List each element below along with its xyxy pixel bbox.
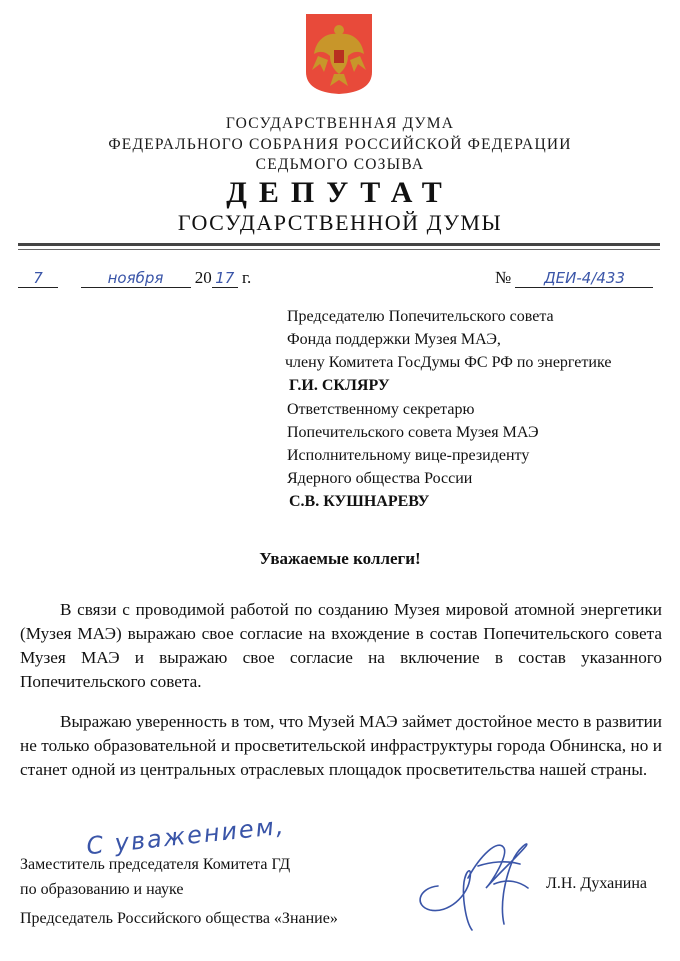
position-line: Заместитель председателя Комитета ГД: [20, 856, 291, 873]
header-rule-thin: [18, 249, 660, 250]
date-year-suffix: 17: [212, 269, 238, 288]
signature-position: [20, 852, 338, 931]
coat-of-arms-emblem: [304, 12, 374, 96]
document-title: ДЕПУТАТ: [226, 176, 454, 209]
greeting: Уважаемые коллеги!: [259, 549, 421, 568]
signer-name: Л.Н. Духанина: [546, 875, 647, 892]
position-line: по образованию и науке: [20, 881, 184, 898]
header-rule-thick: [18, 243, 660, 246]
date-day: 7: [18, 269, 58, 288]
addressee-line: члену Комитета ГосДумы ФС РФ по энергетике: [285, 354, 612, 371]
handwritten-note: С уважением,: [85, 811, 287, 861]
handwritten-signature: [408, 826, 558, 936]
addressee-block-1: [287, 305, 611, 397]
reg-number-line: [495, 268, 653, 288]
addressee-name: Г.И. СКЛЯРУ: [289, 377, 390, 394]
body-paragraph-1: В связи с проводимой работой по созданию Музея мировой атомной энергетики (Музея МАЭ) выражаю свое согласие на вхождение в состав Попечительского совета Музея МАЭ и выражаю свое согласие на включение в состав указанного Попечительского совета.: [20, 600, 662, 691]
position-line: Председатель Российского общества «Знание»: [20, 910, 338, 927]
date-month: ноября: [81, 269, 191, 288]
date-line: [18, 268, 251, 288]
addressee-line: Исполнительному вице-президенту: [287, 447, 530, 464]
addressee-line: Фонда поддержки Музея МАЭ,: [287, 331, 501, 348]
addressee-line: Председателю Попечительского совета: [287, 308, 554, 325]
addressee-name: С.В. КУШНАРЕВУ: [289, 493, 430, 510]
number-label: №: [495, 268, 512, 287]
date-year-unit: г.: [242, 268, 252, 287]
document-subtitle: ГОСУДАРСТВЕННОЙ ДУМЫ: [177, 210, 503, 235]
date-year-prefix: 20: [194, 268, 212, 287]
header-line-3: СЕДЬМОГО СОЗЫВА: [255, 156, 425, 173]
header-line-2: ФЕДЕРАЛЬНОГО СОБРАНИЯ РОССИЙСКОЙ ФЕДЕРАЦИИ: [108, 136, 572, 153]
addressee-block-2: [287, 398, 539, 513]
addressee-line: Ответственному секретарю: [287, 401, 475, 418]
addressee-line: Ядерного общества России: [287, 470, 473, 487]
body-paragraph-2: Выражаю уверенность в том, что Музей МАЭ займет достойное место в развитии не только образовательной и просветительской инфраструктуры города Обнинска, но и станет одной из центральных отраслевых площадок просветительства нашей страны.: [20, 712, 662, 779]
reg-number: ДЕИ-4/433: [515, 269, 653, 288]
header-line-1: ГОСУДАРСТВЕННАЯ ДУМА: [225, 115, 455, 132]
addressee-line: Попечительского совета Музея МАЭ: [287, 424, 539, 441]
